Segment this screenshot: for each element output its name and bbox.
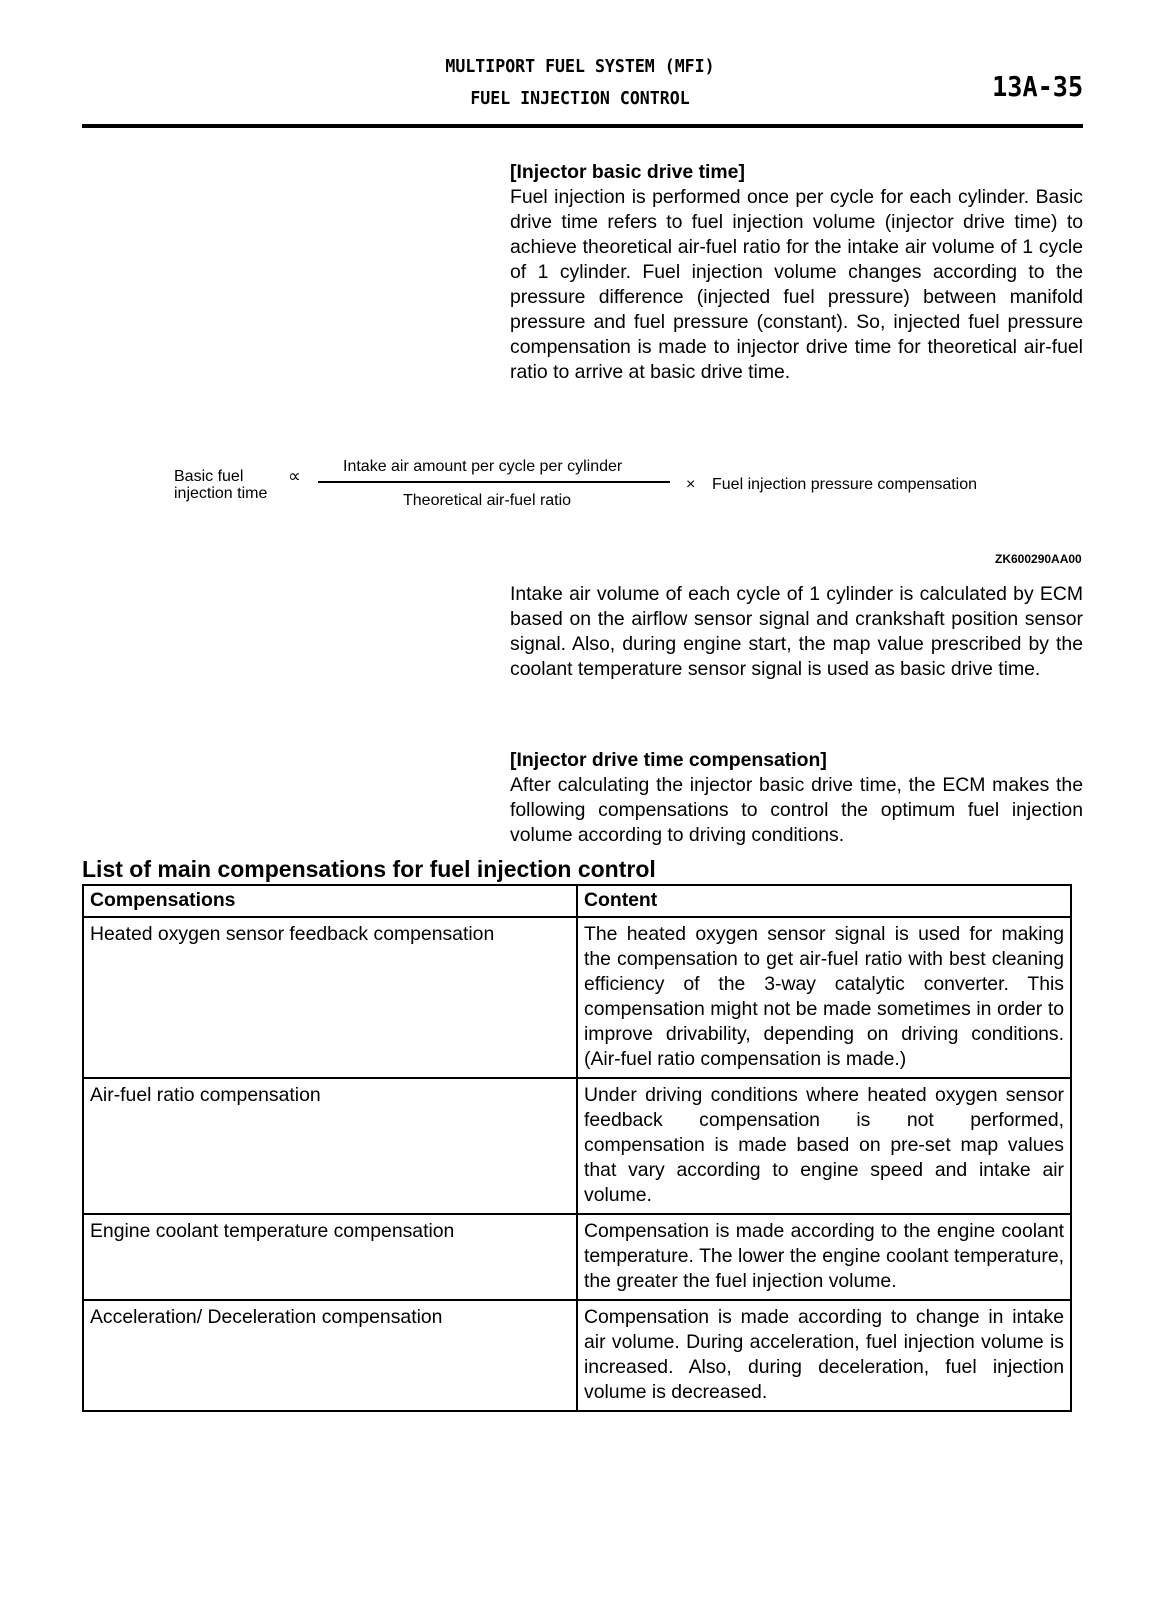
formula-left-term	[174, 468, 267, 502]
compensation-table	[82, 884, 1072, 1412]
table-row	[83, 1214, 1071, 1300]
compensation-content: The heated oxygen sensor signal is used for making the compensation to get air-fuel ratio with best cleaning efficiency of the 3-way catalytic converter. This compensation might not be made sometimes in order to improve drivability, depending on driving conditions. (Air-fuel ratio compensation is made.)	[577, 917, 1071, 1078]
table-row	[83, 917, 1071, 1078]
section-body: After calculating the injector basic drive time, the ECM makes the following compensations to control the optimum fuel injection volume according to driving conditions.	[510, 774, 1083, 846]
section-body: Fuel injection is performed once per cycle for each cylinder. Basic drive time refers to fuel injection volume (injector drive time) to achieve theoretical air-fuel ratio for the intake air volume of 1 cycle of 1 cylinder. Fuel injection volume changes according to the pressure difference (injected fuel pressure) between manifold pressure and fuel pressure (constant). So, injected fuel pressure compensation is made to injector drive time for theoretical air-fuel ratio to arrive at basic drive time.	[510, 186, 1083, 383]
compensation-content: Compensation is made according to change in intake air volume. During acceleration, fuel injection volume is increased. Also, during deceleration, fuel injection volume is decreased.	[577, 1300, 1071, 1411]
compensation-content: Under driving conditions where heated oxygen sensor feedback compensation is not performed, compensation is made based on pre-set map values that vary according to engine speed and intake air volume.	[577, 1078, 1071, 1214]
compensation-name: Heated oxygen sensor feedback compensation	[83, 917, 577, 1078]
compensation-name: Acceleration/ Deceleration compensation	[83, 1300, 577, 1411]
column-header-compensations: Compensations	[83, 885, 577, 917]
formula-left-line2: injection time	[174, 485, 268, 502]
table-title: List of main compensations for fuel injection control	[82, 856, 656, 882]
column-header-content: Content	[577, 885, 1071, 917]
table-row	[83, 1300, 1071, 1411]
header-section-title: MULTIPORT FUEL SYSTEM (MFI)	[445, 56, 715, 77]
header-rule	[82, 124, 1083, 128]
formula-denominator: Theoretical air-fuel ratio	[403, 492, 572, 509]
formula-left-line1: Basic fuel	[174, 468, 244, 485]
proportional-symbol: ∝	[288, 466, 301, 486]
compensation-content: Compensation is made according to the engine coolant temperature. The lower the engine coolant temperature, the greater the fuel injection volume.	[577, 1214, 1071, 1300]
page-number: 13A-35	[991, 70, 1083, 103]
section-drive-time-compensation	[510, 748, 1083, 848]
table-header-row	[83, 885, 1071, 917]
header-subsection-title: FUEL INJECTION CONTROL	[470, 88, 690, 109]
formula-numerator: Intake air amount per cycle per cylinder	[343, 458, 623, 475]
fraction-bar	[318, 481, 670, 483]
section-intake-air	[510, 582, 1083, 682]
figure-code: ZK600290AA00	[995, 552, 1082, 566]
multiply-symbol: ×	[686, 476, 696, 493]
compensation-name: Air-fuel ratio compensation	[83, 1078, 577, 1214]
table-row	[83, 1078, 1071, 1214]
formula-right-term: Fuel injection pressure compensation	[712, 476, 978, 493]
section-heading: [Injector basic drive time]	[510, 161, 745, 183]
section-heading: [Injector drive time compensation]	[510, 749, 827, 771]
section-basic-drive-time	[510, 160, 1083, 385]
section-body: Intake air volume of each cycle of 1 cylinder is calculated by ECM based on the airflow sensor signal and crankshaft position sensor signal. Also, during engine start, the map value prescribed by the coolant temperature sensor signal is used as basic drive time.	[510, 583, 1083, 680]
compensation-name: Engine coolant temperature compensation	[83, 1214, 577, 1300]
